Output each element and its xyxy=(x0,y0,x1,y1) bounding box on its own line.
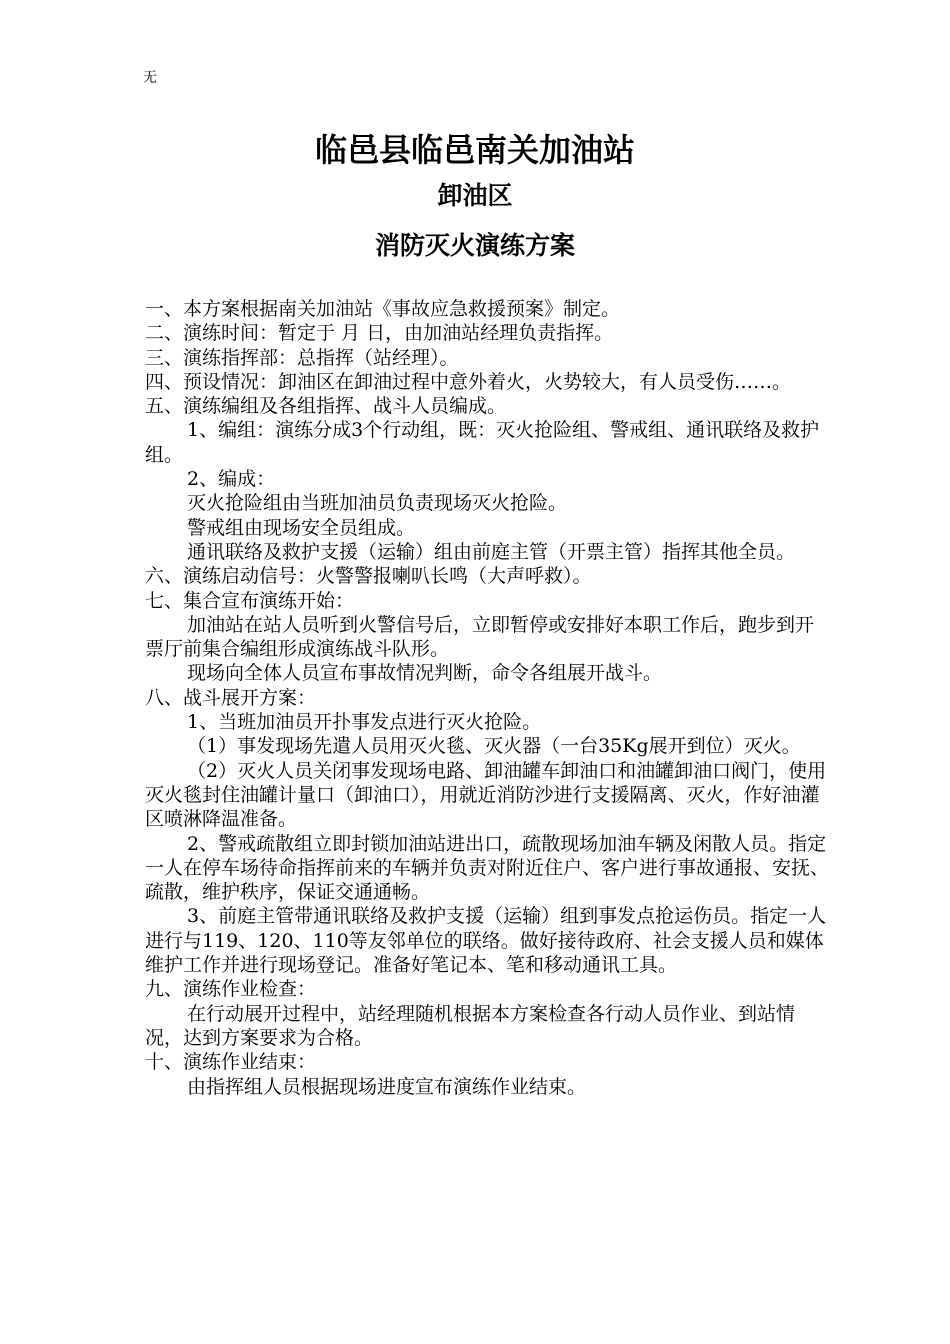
paragraph: 八、战斗展开方案： xyxy=(145,686,317,709)
paragraph: 现场向全体人员宣布事故情况判断，命令各组展开战斗。 xyxy=(187,662,663,685)
paragraph: 灭火抢险组由当班加油员负责现场灭火抢险。 xyxy=(187,492,568,515)
paragraph: 三、演练指挥部：总指挥（站经理）。 xyxy=(145,346,459,369)
document-body xyxy=(145,297,829,1099)
paragraph: 一、本方案根据南关加油站《事故应急救援预案》制定。 xyxy=(145,298,621,320)
paragraph: 二、演练时间：暂定于 月 日，由加油站经理负责指挥。 xyxy=(145,322,614,345)
paragraph: 警戒组由现场安全员组成。 xyxy=(187,516,416,539)
paragraph: 六、演练启动信号：火警警报喇叭长鸣（大声呼救）。 xyxy=(145,565,592,588)
paragraph: 1、编组：演练分成3个行动组，既：灭火抢险组、警戒组、通讯联络及救护组。 xyxy=(145,419,820,466)
paragraph: 在行动展开过程中，站经理随机根据本方案检查各行动人员作业、到站情况，达到方案要求为合格。 xyxy=(145,1002,796,1049)
paragraph: 四、预设情况：卸油区在卸油过程中意外着火，火势较大，有人员受伤……。 xyxy=(145,370,792,393)
title-block xyxy=(0,128,950,263)
paragraph: 3、前庭主管带通讯联络及救护支援（运输）组到事发点抢运伤员。指定一人进行与119、120、110等友邻单位的联络。做好接待政府、社会支援人员和媒体维护工作并进行现场登记。准备好笔记本、笔和移动通讯工具。 xyxy=(145,905,827,977)
paragraph: 七、集合宣布演练开始： xyxy=(145,589,355,612)
paragraph: 1、当班加油员开扑事发点进行灭火抢险。 xyxy=(187,711,542,734)
paragraph: 九、演练作业检查： xyxy=(145,978,317,1001)
paragraph: 五、演练编组及各组指挥、战斗人员编成。 xyxy=(145,395,507,418)
document-subtitle-area: 卸油区 xyxy=(437,181,513,210)
document-subtitle-plan: 消防灭火演练方案 xyxy=(374,231,575,260)
paragraph: 2、警戒疏散组立即封锁加油站进出口，疏散现场加油车辆及闲散人员。指定一人在停车场待命指挥前来的车辆并负责对附近住户、客户进行事故通报、安抚、疏散，维护秩序，保证交通通畅。 xyxy=(145,832,830,904)
paragraph: 十、演练作业结束： xyxy=(145,1051,317,1074)
paragraph: （2）灭火人员关闭事发现场电路、卸油罐车卸油口和油罐卸油口阀门，使用灭火毯封住油罐计量口（卸油口），用就近消防沙进行支援隔离、灭火，作好油灌区喷淋降温准备。 xyxy=(145,759,827,831)
paragraph: 通讯联络及救护支援（运输）组由前庭主管（开票主管）指挥其他全员。 xyxy=(187,540,796,563)
header-mark: 无 xyxy=(143,70,157,86)
paragraph: （1）事发现场先遣人员用灭火毯、灭火器（一台35Kg展开到位）灭火。 xyxy=(187,735,801,758)
paragraph: 2、编成： xyxy=(187,468,276,491)
paragraph: 加油站在站人员听到火警信号后，立即暂停或安排好本职工作后，跑步到开票厅前集合编组形成演练战斗队形。 xyxy=(145,613,815,661)
document-title: 临邑县临邑南关加油站 xyxy=(314,131,635,169)
paragraph: 由指挥组人员根据现场进度宣布演练作业结束。 xyxy=(187,1075,587,1098)
